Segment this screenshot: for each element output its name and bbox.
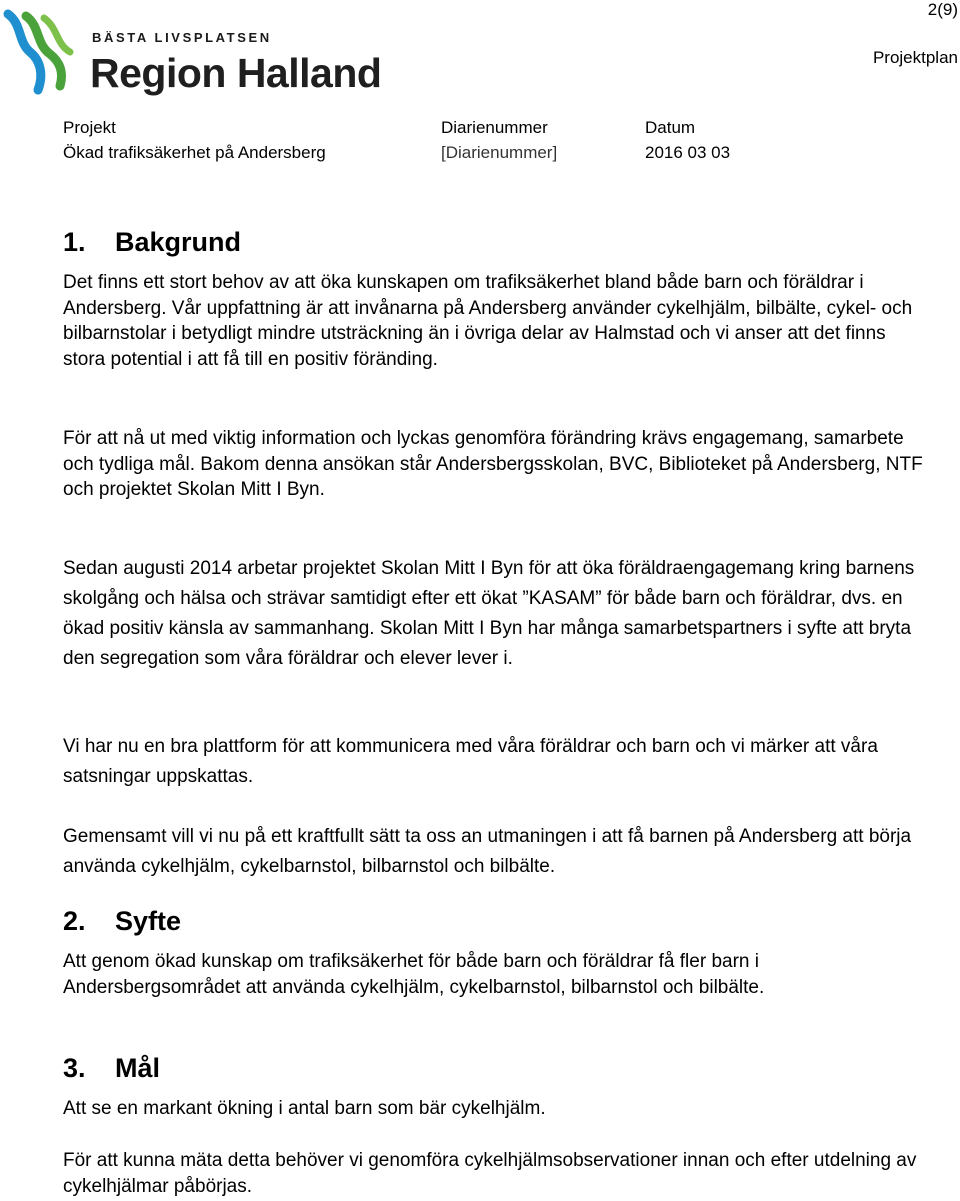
project-value: Ökad trafiksäkerhet på Andersberg <box>63 143 326 162</box>
paragraph: För att nå ut med viktig information och lyckas genomföra förändring krävs engagemang, samarbete och tydliga mål. Bakom denna ansökan står Andersbergsskolan, BVC, Biblioteket på Andersberg, NTF och projektet Skolan Mitt I Byn. <box>63 428 923 500</box>
diary-value: [Diarienummer] <box>441 143 558 162</box>
paragraph: Vi har nu en bra plattform för att kommunicera med våra föräldrar och barn och vi märker att våra satsningar uppskattas. <box>63 736 878 787</box>
section-number: 2. <box>63 906 86 936</box>
paragraph: Att se en markant ökning i antal barn som bär cykelhjälm. <box>63 1098 546 1119</box>
section-heading <box>63 227 241 258</box>
section-number: 3. <box>63 1053 86 1083</box>
paragraph: För att kunna mäta detta behöver vi genomföra cykelhjälmsobservationer innan och efter utdelning av cykelhjälmar påbörjas. <box>63 1150 917 1197</box>
logo-tagline: BÄSTA LIVSPLATSEN <box>92 30 272 45</box>
section-title: Mål <box>115 1053 161 1083</box>
section-heading <box>63 906 181 937</box>
page-number: 2(9) <box>927 0 958 19</box>
diary-label: Diarienummer <box>441 118 548 137</box>
paragraph: Att genom ökad kunskap om trafiksäkerhet för både barn och föräldrar få fler barn i Andersbergsområdet att använda cykelhjälm, cykelbarnstol, bilbarnstol och bilbälte. <box>63 951 765 998</box>
section-title: Bakgrund <box>115 227 242 257</box>
paragraph: Det finns ett stort behov av att öka kunskapen om trafiksäkerhet bland både barn och föräldrar i Andersberg. Vår uppfattning är att invånarna på Andersberg använder cykelhjälm, bilbälte, cykel- och bilbarnstolar i betydligt mindre utsträckning än i övriga delar av Halmstad och vi anser att det finns stora potential i att få till en positiv föränding. <box>63 272 913 370</box>
paragraph: Sedan augusti 2014 arbetar projektet Skolan Mitt I Byn för att öka föräldraengagemang kring barnens skolgång och hälsa och strävar samtidigt efter ett ökat ”KASAM” för både barn och föräldrar, dvs. en ökad positiv känsla av sammanhang. Skolan Mitt I Byn har många samarbetspartners i syfte att bryta den segregation som våra föräldrar och elever lever i. <box>63 558 915 669</box>
document-type: Projektplan <box>872 48 958 67</box>
date-label: Datum <box>645 118 696 137</box>
section-number: 1. <box>63 227 86 257</box>
logo-name: Region Halland <box>90 50 382 96</box>
paragraph: Gemensamt vill vi nu på ett kraftfullt sätt ta oss an utmaningen i att få barnen på Andersberg att börja använda cykelhjälm, cykelbarnstol, bilbarnstol och bilbälte. <box>63 826 912 877</box>
project-label: Projekt <box>63 118 116 137</box>
section-heading <box>63 1053 160 1084</box>
section-title: Syfte <box>115 906 182 936</box>
date-value: 2016 03 03 <box>645 143 731 162</box>
